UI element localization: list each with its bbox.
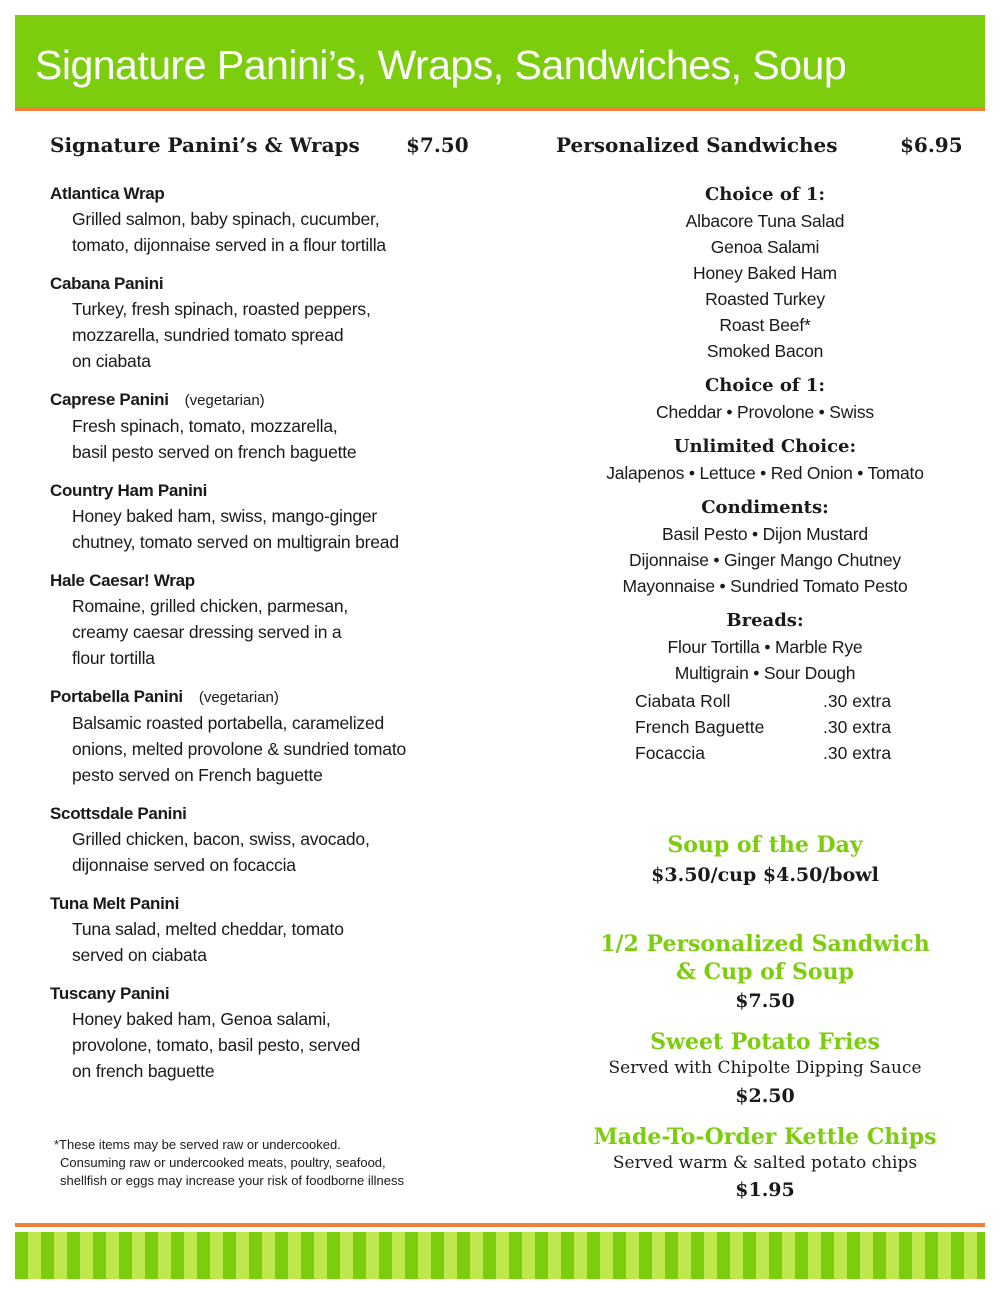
disclaimer-line: shellfish or eggs may increase your risk of foodborne illness: [60, 1173, 404, 1188]
option-line: Roast Beef*: [719, 315, 811, 335]
menu-item-description: dijonnaise served on focaccia: [72, 855, 296, 875]
soup-title: Soup of the Day: [667, 832, 863, 858]
bread-extra-row: [635, 688, 895, 714]
menu-item-description: Balsamic roasted portabella, caramelized: [72, 713, 385, 733]
bread-extra-row: [635, 740, 895, 766]
sandwich-section-price: $6.95: [900, 133, 963, 157]
option-line: Cheddar • Provolone • Swiss: [656, 402, 874, 422]
menu-item-tag: (vegetarian): [198, 689, 279, 706]
menu-item-description: basil pesto served on french baguette: [72, 442, 357, 462]
disclaimer-line: Consuming raw or undercooked meats, poultry, seafood,: [60, 1155, 386, 1170]
sandwich-options: [540, 180, 990, 766]
menu-item-tag: (vegetarian): [184, 392, 265, 409]
option-line: Honey Baked Ham: [693, 263, 837, 283]
menu-item: [50, 802, 490, 878]
bread-extra-name: Focaccia: [635, 743, 706, 763]
menu-item-description: flour tortilla: [72, 648, 155, 668]
option-group: [540, 434, 990, 486]
option-line: Albacore Tuna Salad: [685, 211, 845, 231]
bread-extra-price: .30 extra: [823, 691, 892, 711]
menu-item-name: Caprese Panini: [50, 390, 169, 409]
panini-section-heading: Signature Panini’s & Wraps: [50, 133, 360, 157]
bread-extra-name: French Baguette: [635, 717, 765, 737]
menu-item-description: Grilled salmon, baby spinach, cucumber,: [72, 209, 380, 229]
menu-item-description: Fresh spinach, tomato, mozzarella,: [72, 416, 338, 436]
option-line: Dijonnaise • Ginger Mango Chutney: [629, 550, 901, 570]
menu-item-description: Honey baked ham, Genoa salami,: [72, 1009, 331, 1029]
footer-stripe-band: [15, 1232, 985, 1279]
panini-list: [50, 182, 490, 1098]
soup-price: $3.50/cup $4.50/bowl: [651, 864, 879, 886]
raw-food-disclaimer: [54, 1136, 454, 1190]
option-line: Roasted Turkey: [705, 289, 825, 309]
bread-extras: [635, 688, 895, 766]
menu-item-name: Tuscany Panini: [50, 984, 170, 1003]
option-group: [540, 495, 990, 599]
option-group-heading: Condiments:: [701, 497, 829, 518]
chips-subtitle: Served warm & salted potato chips: [612, 1153, 918, 1173]
option-group-heading: Choice of 1:: [704, 184, 826, 205]
bread-extra-price: .30 extra: [823, 743, 892, 763]
menu-item-name: Country Ham Panini: [50, 481, 208, 500]
option-line: Smoked Bacon: [706, 341, 824, 361]
option-group: [540, 373, 990, 425]
option-group-heading: Breads:: [726, 610, 804, 631]
menu-item-name: Tuna Melt Panini: [50, 894, 180, 913]
menu-item-description: mozzarella, sundried tomato spread: [72, 325, 344, 345]
disclaimer-line: *These items may be served raw or undercooked.: [54, 1137, 341, 1152]
menu-item-description: provolone, tomato, basil pesto, served: [72, 1035, 361, 1055]
option-line: Jalapenos • Lettuce • Red Onion • Tomato: [606, 463, 924, 483]
menu-item-description: pesto served on French baguette: [72, 765, 323, 785]
menu-item-description: Honey baked ham, swiss, mango-ginger: [72, 506, 378, 526]
menu-item-description: on ciabata: [72, 351, 151, 371]
menu-item-description: tomato, dijonnaise served in a flour tortilla: [72, 235, 386, 255]
menu-item-description: served on ciabata: [72, 945, 207, 965]
option-line: Genoa Salami: [710, 237, 820, 257]
menu-item: [50, 685, 490, 788]
menu-item-name: Hale Caesar! Wrap: [50, 571, 195, 590]
fries-subtitle: Served with Chipolte Dipping Sauce: [608, 1058, 922, 1078]
bread-extra-price: .30 extra: [823, 717, 892, 737]
option-group: [540, 182, 990, 364]
menu-item-description: on french baguette: [72, 1061, 215, 1081]
bread-extra-row: [635, 714, 895, 740]
chips-price: $1.95: [735, 1179, 795, 1201]
menu-item-description: Romaine, grilled chicken, parmesan,: [72, 596, 349, 616]
option-line: Flour Tortilla • Marble Rye: [667, 637, 863, 657]
bread-extra-name: Ciabata Roll: [635, 691, 731, 711]
menu-item: [50, 272, 490, 374]
panini-section-price: $7.50: [406, 133, 469, 157]
combo-title-line1: 1/2 Personalized Sandwich: [600, 931, 930, 957]
option-line: Multigrain • Sour Dough: [674, 663, 856, 683]
combo-title-line2: & Cup of Soup: [676, 959, 854, 985]
option-group-heading: Choice of 1:: [704, 375, 826, 396]
menu-item: [50, 479, 490, 555]
option-group-heading: Unlimited Choice:: [673, 436, 857, 457]
fries-price: $2.50: [735, 1085, 795, 1107]
menu-item-name: Cabana Panini: [50, 274, 164, 293]
menu-item: [50, 569, 490, 671]
menu-item-description: onions, melted provolone & sundried tomato: [72, 739, 407, 759]
menu-item-name: Scottsdale Panini: [50, 804, 187, 823]
sandwich-option-groups: [540, 182, 990, 686]
menu-item-description: Grilled chicken, bacon, swiss, avocado,: [72, 829, 370, 849]
menu-item-description: chutney, tomato served on multigrain bread: [72, 532, 399, 552]
menu-item: [50, 892, 490, 968]
header-divider: [15, 107, 985, 111]
footer-divider: [15, 1223, 985, 1227]
fries-title: Sweet Potato Fries: [650, 1029, 880, 1055]
option-line: Mayonnaise • Sundried Tomato Pesto: [622, 576, 908, 596]
menu-item: [50, 982, 490, 1084]
menu-item: [50, 182, 490, 258]
menu-item-name: Atlantica Wrap: [50, 184, 165, 203]
combo-price: $7.50: [735, 990, 795, 1012]
menu-item-description: creamy caesar dressing served in a: [72, 622, 342, 642]
menu-item-description: Tuna salad, melted cheddar, tomato: [72, 919, 344, 939]
option-group: [540, 608, 990, 686]
menu-item-name: Portabella Panini: [50, 687, 183, 706]
chips-title: Made-To-Order Kettle Chips: [593, 1124, 937, 1150]
menu-item: [50, 388, 490, 465]
page-title: Signature Panini’s, Wraps, Sandwiches, Soup: [35, 42, 847, 88]
option-line: Basil Pesto • Dijon Mustard: [662, 524, 868, 544]
menu-item-description: Turkey, fresh spinach, roasted peppers,: [72, 299, 371, 319]
sandwich-section-heading: Personalized Sandwiches: [556, 133, 838, 157]
